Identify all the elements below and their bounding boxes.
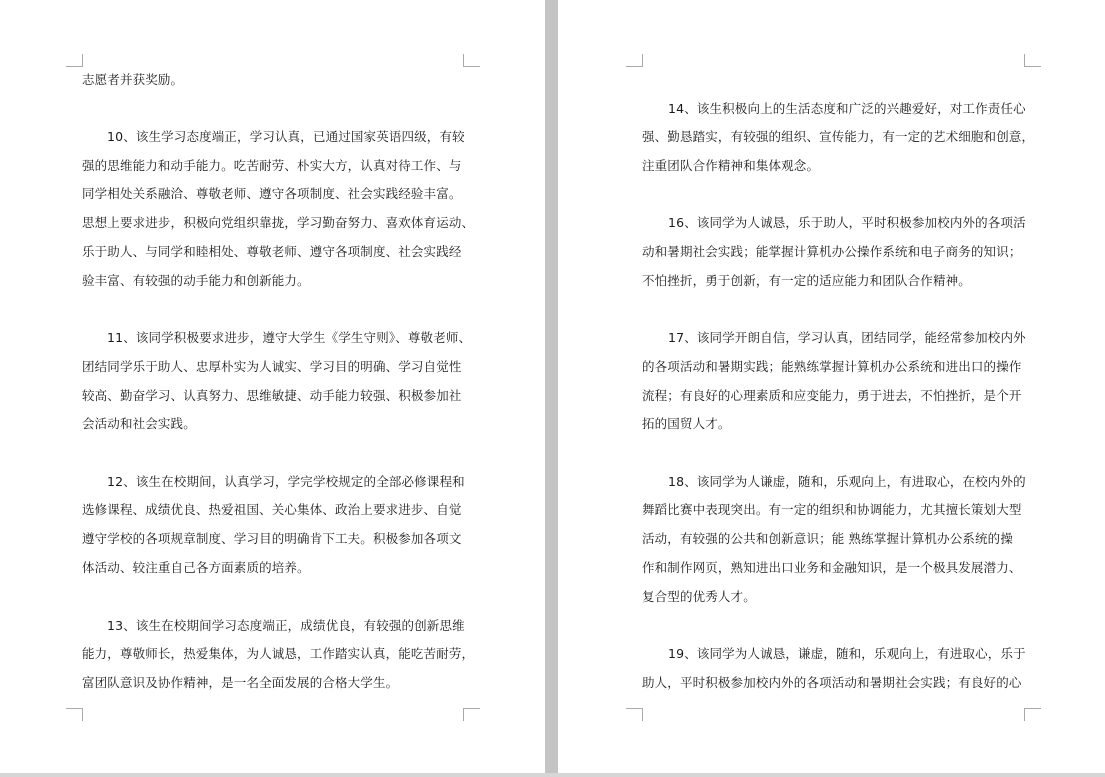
crop-mark-top-left xyxy=(66,54,83,67)
paragraph-line: 能力，尊敬师长，热爱集体，为人诚恳，工作踏实认真，能吃苦耐劳， xyxy=(82,646,475,661)
crop-mark-bottom-right xyxy=(463,708,480,721)
paragraph-line: 富团队意识及协作精神，是一名全面发展的合格大学生。 xyxy=(82,675,399,690)
window-bottom-edge xyxy=(0,773,1105,777)
paragraph-line: 17、该同学开朗自信，学习认真，团结同学，能经常参加校内外 xyxy=(668,330,1026,345)
paragraph-line: 活动，有较强的公共和创新意识；能 熟练掌握计算机办公系统的操 xyxy=(642,531,1013,546)
paragraph-line: 动和暑期社会实践；能掌握计算机办公操作系统和电子商务的知识； xyxy=(642,244,1022,259)
crop-mark-bottom-left xyxy=(66,708,83,721)
paragraph-line: 乐于助人、与同学和睦相处、尊敬老师、遵守各项制度、社会实践经 xyxy=(82,244,462,259)
paragraph-line: 16、该同学为人诚恳，乐于助人，平时积极参加校内外的各项活 xyxy=(668,215,1026,230)
paragraph-line: 的各项活动和暑期实践；能熟练掌握计算机办公系统和进出口的操作 xyxy=(642,359,1022,374)
crop-mark-top-right xyxy=(463,54,480,67)
paragraph-line: 作和制作网页，熟知进出口业务和金融知识，是一个极具发展潜力、 xyxy=(642,560,1022,575)
paragraph-line: 19、该同学为人诚恳，谦虚，随和，乐观向上，有进取心，乐于 xyxy=(668,646,1026,661)
crop-mark-bottom-right xyxy=(1024,708,1041,721)
crop-mark-top-right xyxy=(1024,54,1041,67)
crop-mark-top-left xyxy=(626,54,643,67)
paragraph-line: 体活动、较注重自己各方面素质的培养。 xyxy=(82,560,310,575)
page-gutter xyxy=(545,0,558,777)
paragraph-line: 18、该同学为人谦虚，随和，乐观向上，有进取心，在校内外的 xyxy=(668,474,1026,489)
paragraph-line: 不怕挫折，勇于创新，有一定的适应能力和团队合作精神。 xyxy=(642,273,971,288)
paragraph-line: 思想上要求进步，积极向党组织靠拢，学习勤奋努力、喜欢体育运动、 xyxy=(82,215,475,230)
paragraph-line: 注重团队合作精神和集体观念。 xyxy=(642,158,820,173)
paragraph-line: 助人，平时积极参加校内外的各项活动和暑期社会实践；有良好的心 xyxy=(642,675,1022,690)
paragraph-line: 团结同学乐于助人、忠厚朴实为人诚实、学习目的明确、学习自觉性 xyxy=(82,359,462,374)
carry-over-line: 志愿者并获奖励。 xyxy=(82,72,184,87)
paragraph-line: 遵守学校的各项规章制度、学习目的明确肯下工夫。积极参加各项文 xyxy=(82,531,462,546)
paragraph-line: 13、该生在校期间学习态度端正，成绩优良，有较强的创新思维 xyxy=(107,618,465,633)
paragraph-line: 12、该生在校期间，认真学习，学完学校规定的全部必修课程和 xyxy=(107,474,465,489)
paragraph-line: 复合型的优秀人才。 xyxy=(642,589,756,604)
paragraph-line: 拓的国贸人才。 xyxy=(642,416,731,431)
paragraph-line: 选修课程、成绩优良、热爱祖国、关心集体、政治上要求进步、自觉 xyxy=(82,502,462,517)
paragraph-line: 会活动和社会实践。 xyxy=(82,416,196,431)
paragraph-line: 舞蹈比赛中表现突出。有一定的组织和协调能力，尤其擅长策划大型 xyxy=(642,502,1022,517)
document-page-right xyxy=(558,0,1105,777)
paragraph-line: 较高、勤奋学习、认真努力、思维敏捷、动手能力较强、积极参加社 xyxy=(82,388,462,403)
paragraph-line: 11、该同学积极要求进步，遵守大学生《学生守则》、尊敬老师、 xyxy=(107,330,472,345)
paragraph-line: 14、该生积极向上的生活态度和广泛的兴趣爱好，对工作责任心 xyxy=(668,101,1026,116)
document-page-left xyxy=(0,0,545,777)
paragraph-line: 流程；有良好的心理素质和应变能力，勇于进去，不怕挫折，是个开 xyxy=(642,388,1022,403)
paragraph-line: 强、勤恳踏实，有较强的组织、宣传能力，有一定的艺术细胞和创意， xyxy=(642,129,1035,144)
paragraph-line: 验丰富、有较强的动手能力和创新能力。 xyxy=(82,273,310,288)
paragraph-line: 同学相处关系融洽、尊敬老师、遵守各项制度、社会实践经验丰富。 xyxy=(82,186,462,201)
crop-mark-bottom-left xyxy=(626,708,643,721)
paragraph-line: 10、该生学习态度端正，学习认真，已通过国家英语四级，有较 xyxy=(107,129,465,144)
paragraph-line: 强的思维能力和动手能力。吃苦耐劳、朴实大方，认真对待工作、与 xyxy=(82,158,462,173)
